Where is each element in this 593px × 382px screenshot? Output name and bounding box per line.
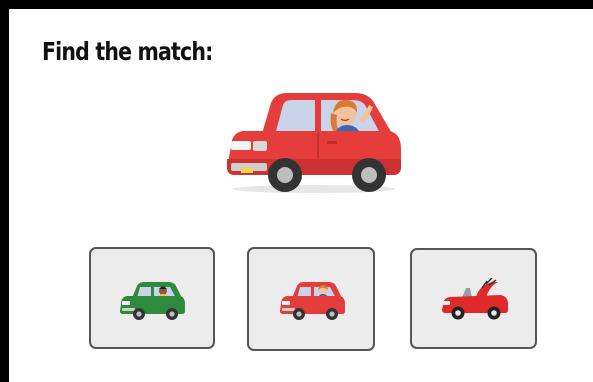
question-prompt: Find the match: [42,37,213,66]
red-car-girl-icon [223,89,405,195]
target-car-image [223,89,405,195]
red-convertible-icon [440,278,510,320]
answer-option-1[interactable] [89,247,215,349]
green-car-boy-icon [118,280,186,320]
answer-option-3[interactable] [410,248,537,349]
red-car-girl-icon [278,280,346,320]
answer-option-2[interactable] [247,247,375,351]
